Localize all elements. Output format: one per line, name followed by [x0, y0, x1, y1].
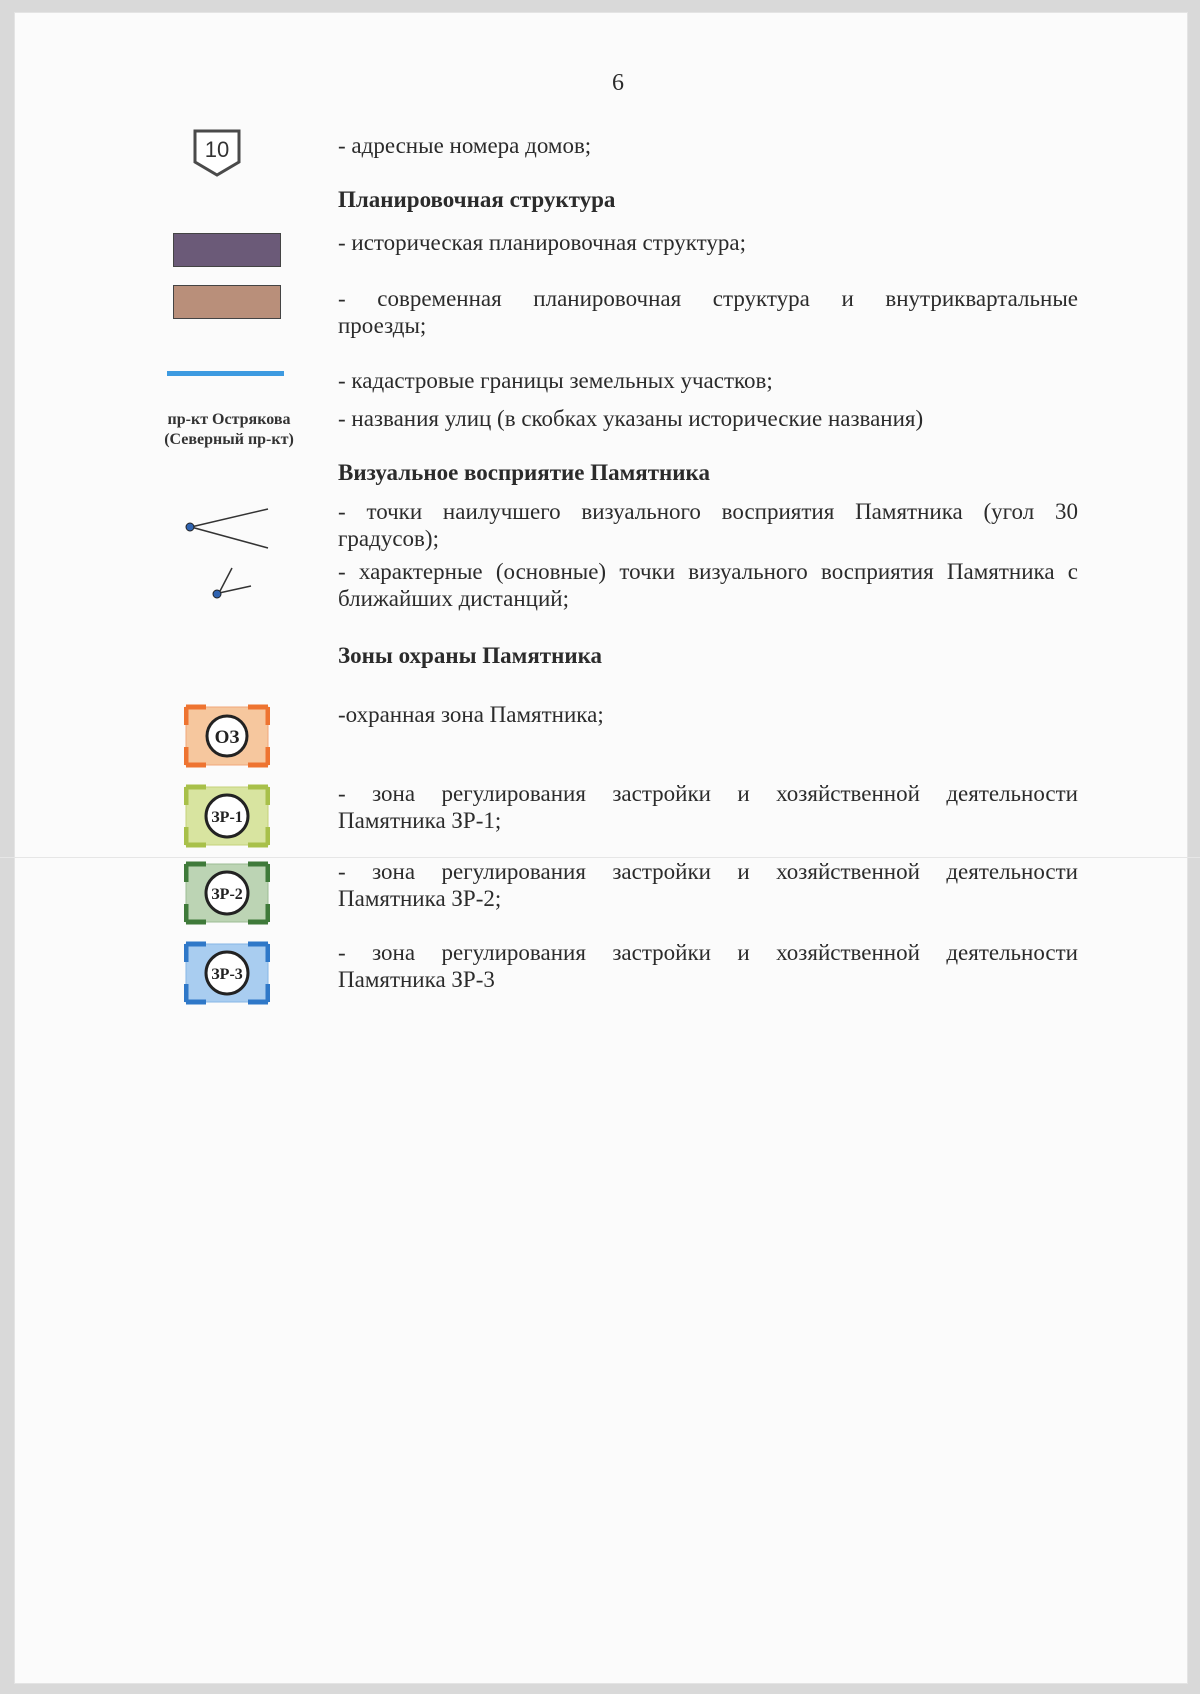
legend-street-names: - названия улиц (в скобках указаны исторические названия) — [338, 406, 924, 431]
legend-zr1-line1: - зона регулирования застройки и хозяйственной деятельности — [338, 781, 1078, 806]
legend-house-numbers: - адресные номера домов; — [338, 133, 592, 158]
legend-zr2-line1: - зона регулирования застройки и хозяйственной деятельности — [338, 859, 1078, 884]
svg-text:ЗР-2: ЗР-2 — [211, 886, 243, 903]
legend-modern-structure-line1: - современная планировочная структура и внутриквартальные — [338, 286, 1078, 311]
legend-protection-zone: -охранная зона Памятника; — [338, 702, 604, 727]
viewpoint-close-icon — [206, 564, 256, 604]
svg-text:ЗР-1: ЗР-1 — [211, 809, 243, 826]
viewpoint-30deg-icon — [182, 502, 274, 552]
cadastral-line-swatch — [167, 371, 284, 376]
legend-modern-structure-line2: проезды; — [338, 313, 427, 338]
zr3-zone-icon — [184, 940, 270, 1006]
legend-best-points-line1: - точки наилучшего визуального восприятия Памятника (угол 30 — [338, 499, 1078, 524]
zr1-zone-icon — [184, 783, 270, 849]
svg-text:ОЗ: ОЗ — [214, 727, 240, 748]
legend-characteristic-line2: ближайших дистанций; — [338, 586, 569, 611]
house-number-icon — [192, 128, 242, 178]
legend-zr1-line2: Памятника ЗР-1; — [338, 808, 502, 833]
street-name-sample-line2: (Северный пр-кт) — [164, 431, 294, 448]
legend-historic-structure: - историческая планировочная структура; — [338, 230, 746, 255]
legend-best-points-line2: градусов); — [338, 526, 439, 551]
legend-zr2-line2: Памятника ЗР-2; — [338, 886, 502, 911]
historic-structure-swatch — [173, 233, 281, 267]
house-number-icon-label: 10 — [204, 137, 230, 162]
protection-zone-icon — [184, 703, 270, 769]
street-name-sample-line1: пр-кт Острякова — [167, 411, 291, 428]
legend-characteristic-line1: - характерные (основные) точки визуального восприятия Памятника с — [338, 559, 1078, 584]
legend-zr3-line1: - зона регулирования застройки и хозяйственной деятельности — [338, 940, 1078, 965]
legend-zr3-line2: Памятника ЗР-3 — [338, 967, 495, 992]
svg-text:ЗР-3: ЗР-3 — [211, 966, 243, 983]
section-heading-visual: Визуальное восприятие Памятника — [338, 460, 710, 485]
legend-cadastral: - кадастровые границы земельных участков; — [338, 368, 773, 393]
section-heading-zones: Зоны охраны Памятника — [338, 643, 602, 668]
zr2-zone-icon — [184, 860, 270, 926]
street-name-sample — [144, 410, 314, 450]
modern-structure-swatch — [173, 285, 281, 319]
page-number: 6 — [612, 70, 624, 96]
section-heading-planning: Планировочная структура — [338, 187, 616, 212]
